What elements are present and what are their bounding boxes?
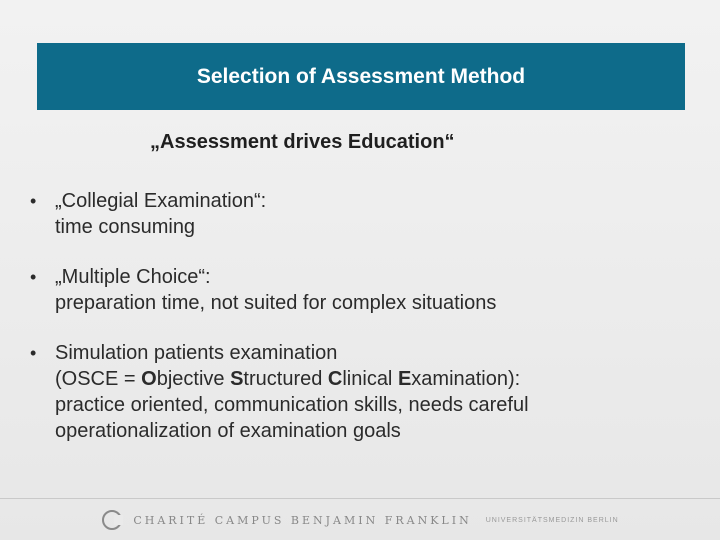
charite-logo-icon: [101, 509, 123, 531]
bullet-line: Simulation patients examination: [55, 342, 338, 364]
bullet-line: preparation time, not suited for complex situations: [55, 292, 497, 314]
osce-word-clinical: linical: [342, 368, 398, 390]
footer-logo-subtext: UNIVERSITÄTSMEDIZIN BERLIN: [485, 516, 619, 524]
osce-letter-s: S: [230, 368, 244, 390]
bullet-line: „Multiple Choice“:: [55, 266, 211, 288]
bullet-line: time consuming: [55, 216, 196, 238]
title-bar: [37, 43, 685, 110]
osce-word-objective: bjective: [156, 368, 231, 390]
bullet-line-osce: [55, 366, 710, 392]
bullet-marker: •: [30, 267, 37, 287]
footer: [0, 505, 720, 535]
bullet-line: operationalization of examination goals: [55, 420, 401, 442]
osce-letter-e: E: [397, 368, 412, 390]
slide-subtitle: „Assessment drives Education“: [150, 131, 455, 153]
osce-letter-o: O: [141, 368, 157, 390]
bullet-item: [30, 264, 710, 316]
bullet-line: „Collegial Examination“:: [55, 190, 267, 212]
bullet-item: [30, 188, 710, 240]
slide-title: Selection of Assessment Method: [196, 64, 526, 88]
bullet-list: [30, 188, 710, 468]
footer-logo-text: CHARITÉ CAMPUS BENJAMIN FRANKLIN: [133, 513, 472, 527]
bullet-marker: •: [30, 191, 37, 211]
bullet-line: practice oriented, communication skills, needs careful: [55, 394, 529, 416]
osce-prefix: (OSCE =: [55, 368, 142, 390]
osce-word-examination: xamination):: [411, 368, 521, 390]
footer-divider: [0, 498, 720, 499]
bullet-item: [30, 340, 710, 444]
bullet-marker: •: [30, 343, 37, 363]
osce-letter-c: C: [327, 368, 343, 390]
osce-word-structured: tructured: [243, 368, 328, 390]
